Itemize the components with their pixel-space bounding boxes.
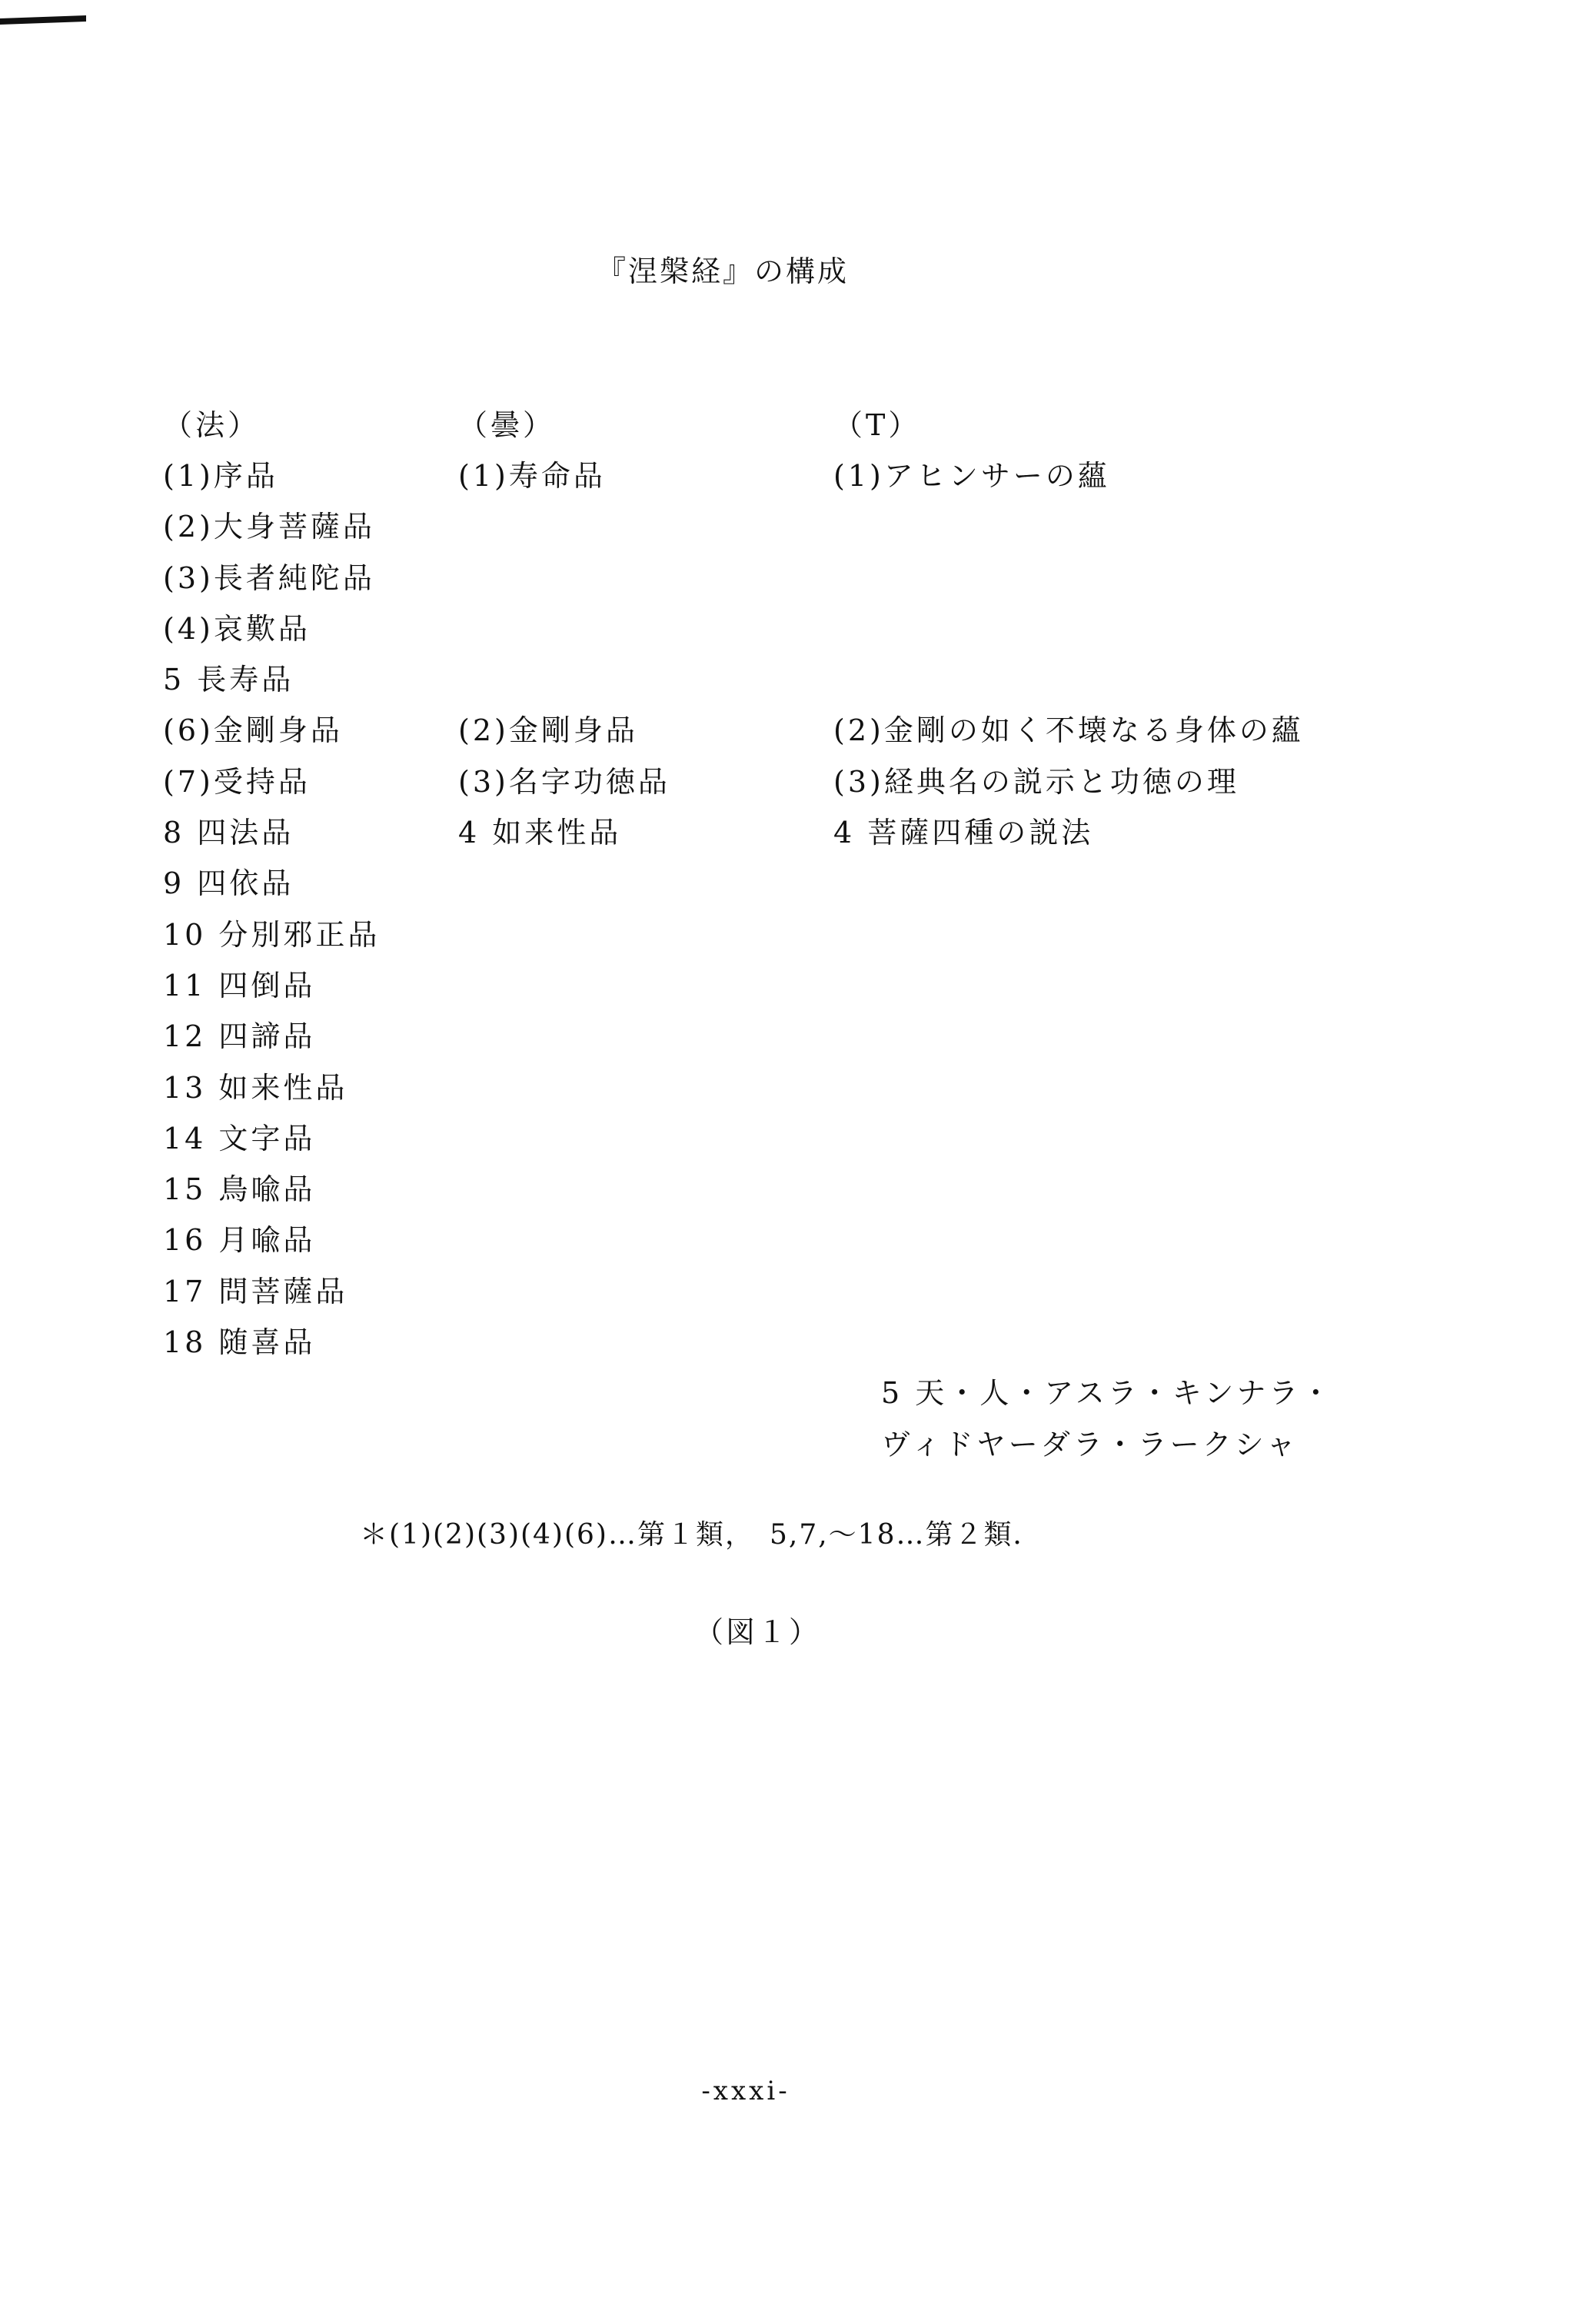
list-item	[833, 1266, 1333, 1317]
list-item: 18 随喜品	[163, 1325, 316, 1360]
column-header: （法）	[163, 408, 261, 442]
list-item: ヴィドヤーダラ・ラークシャ	[881, 1427, 1299, 1461]
list-item: (1)序品	[163, 459, 278, 493]
list-item: 12 四諦品	[163, 1019, 316, 1054]
list-item: (2)金剛身品	[458, 713, 638, 748]
classification-note: ＊(1)(2)(3)(4)(6)…第１類， 5,7,～18…第２類．	[360, 1519, 1043, 1551]
column-don	[458, 400, 670, 1368]
list-item: 10 分別邪正品	[163, 917, 381, 952]
list-item	[458, 1062, 670, 1113]
list-item: 4 如来性品	[458, 816, 622, 850]
list-item: 13 如来性品	[163, 1070, 348, 1105]
list-item	[458, 654, 670, 705]
list-item: (1)アヒンサーの蘊	[833, 459, 1110, 493]
list-item: 5 長寿品	[163, 663, 294, 697]
list-item	[458, 603, 670, 654]
list-item	[833, 1215, 1333, 1265]
scan-mark	[0, 15, 86, 25]
column-header: （T）	[833, 408, 921, 442]
page-title: 『涅槃経』の構成	[596, 254, 849, 288]
list-item: (3)経典名の説示と功徳の理	[833, 764, 1239, 799]
list-item: (7)受持品	[163, 764, 311, 799]
list-item: 15 鳥喩品	[163, 1172, 316, 1207]
column-t	[833, 400, 1333, 1470]
list-item	[833, 553, 1333, 603]
list-item: (4)哀歎品	[163, 611, 311, 646]
list-item: 4 菩薩四種の説法	[833, 816, 1094, 850]
list-item: 16 月喩品	[163, 1223, 316, 1258]
list-item	[458, 553, 670, 603]
list-item	[833, 909, 1333, 960]
list-item	[458, 1011, 670, 1062]
list-item	[833, 1164, 1333, 1215]
list-item	[458, 960, 670, 1011]
list-item	[458, 858, 670, 909]
column-ho	[163, 400, 380, 1368]
list-item: (3)長者純陀品	[163, 560, 375, 595]
list-item: (2)金剛の如く不壊なる身体の蘊	[833, 713, 1304, 748]
list-item	[458, 1266, 670, 1317]
list-item: (1)寿命品	[458, 459, 606, 493]
list-item	[458, 1164, 670, 1215]
list-item: (6)金剛身品	[163, 713, 343, 748]
page-number: -xxxi-	[701, 2076, 790, 2106]
list-item	[458, 1215, 670, 1265]
list-item: (2)大身菩薩品	[163, 510, 375, 544]
list-item	[833, 603, 1333, 654]
list-item: 9 四依品	[163, 866, 294, 901]
list-item	[833, 1113, 1333, 1164]
list-item: 11 四倒品	[163, 968, 316, 1002]
list-item	[833, 858, 1333, 909]
column-header: （曇）	[458, 408, 556, 442]
list-item: 14 文字品	[163, 1121, 316, 1155]
list-item	[833, 1317, 1333, 1368]
list-item	[458, 1113, 670, 1164]
list-item: 8 四法品	[163, 816, 294, 850]
figure-label: （図１）	[693, 1615, 820, 1649]
list-item: 5 天・人・アスラ・キンナラ・	[881, 1376, 1334, 1411]
list-item	[458, 1317, 670, 1368]
list-item	[458, 909, 670, 960]
list-item	[833, 1062, 1333, 1113]
list-item: 17 問菩薩品	[163, 1274, 348, 1308]
list-item	[833, 1011, 1333, 1062]
list-item: (3)名字功徳品	[458, 764, 670, 799]
list-item	[833, 960, 1333, 1011]
list-item	[833, 654, 1333, 705]
list-item	[833, 501, 1333, 552]
list-item	[458, 501, 670, 552]
